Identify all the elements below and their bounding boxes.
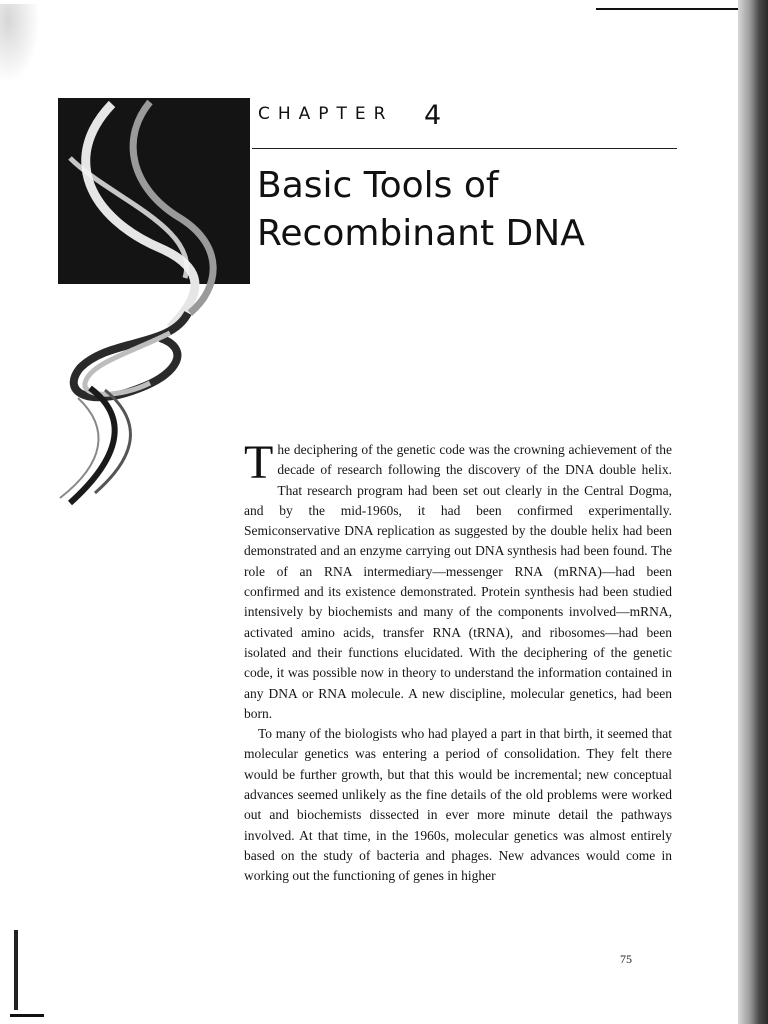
ribbon-tail-1	[70, 388, 115, 503]
opening-paragraph	[244, 436, 672, 724]
chapter-number: 4	[424, 100, 442, 131]
page-edge-bottom-rule	[10, 1014, 44, 1017]
chapter-divider-rule	[252, 148, 677, 149]
scan-corner-artifact	[0, 4, 40, 84]
page-gutter-shadow	[738, 0, 768, 1024]
scan-edge-mark	[14, 930, 18, 1010]
chapter-body	[244, 436, 672, 887]
dark-square-background	[58, 98, 250, 284]
dna-ribbon-illustration	[50, 98, 250, 508]
page-edge-top-rule	[596, 8, 741, 10]
chapter-label: CHAPTER	[258, 104, 394, 124]
opening-paragraph-text: he deciphering of the genetic code was the crowning achievement of the decade of research following the discovery of the DNA double helix. That research program had been set out clearly in the Central Dogma, and by the mid-1960s, it had been confirmed experimentally. Semiconservative DNA replication as suggested by the double helix had been demonstrated and an enzyme carrying out DNA synthesis had been found. The role of an RNA intermediary—messenger RNA (mRNA)—had been confirmed and its existence demonstrated. Protein synthesis had been studied intensively by biochemists and many of the components involved—mRNA, activated amino acids, transfer RNA (tRNA), and ribosomes—had been isolated and their functions elucidated. With the deciphering of the genetic code, it was possible now in theory to understand the information contained in any DNA or RNA molecule. A new discipline, molecular genetics, had been born.	[244, 442, 672, 721]
drop-cap: T	[244, 436, 274, 489]
chapter-title: Basic Tools of Recombinant DNA	[257, 165, 585, 254]
second-paragraph: To many of the biologists who had played a part in that birth, it seemed that molecular genetics was entering a period of consolidation. They felt there would be further growth, but that this would be incremental; new conceptual advances seemed unlikely as the fine details of the old problems were worked out and biochemists dissected in ever more minute detail the pathways involved. At that time, in the 1960s, molecular genetics was almost entirely based on the study of bacteria and phages. New advances would come in working out the functioning of genes in higher	[244, 726, 672, 884]
page-number: 75	[620, 952, 632, 966]
